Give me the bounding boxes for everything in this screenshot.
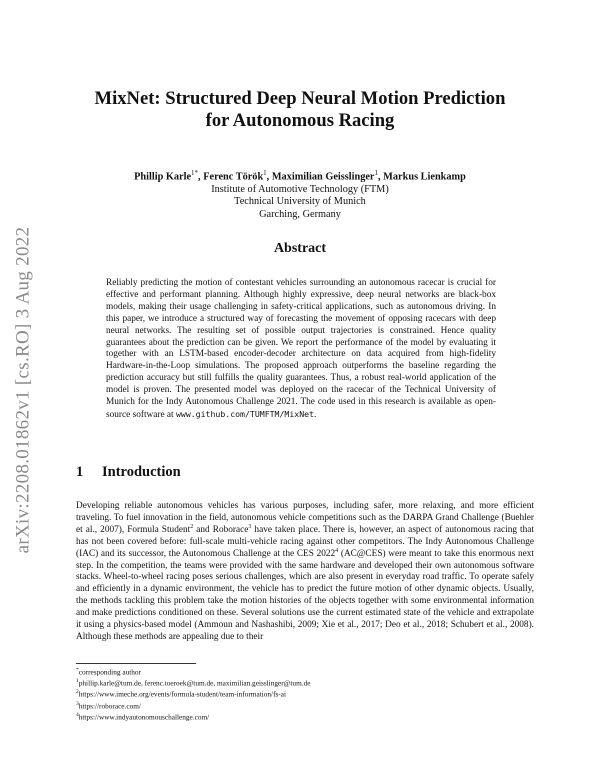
author-2: Ferenc Török [203,171,264,183]
author-3-marks: 1 [374,169,379,177]
author-block [60,167,540,221]
abstract-text: Reliably predicting the motion of contestant vehicles surrounding an autonomous racecar is crucial for effective and performant planning. Although highly expressive, deep neural networks are black-box models, making their usage challenging in safety-critical applications, such as autonomous driving. In this paper, we introduce a structured way of forecasting the movement of opposing racecars with deep neural networks. The resulting set of possible output trajectories is constrained. Hence quality guarantees about the prediction can be given. We report the performance of the model by evaluating it together with an LSTM-based encoder-decoder architecture on data acquired from high-fidelity Hardware-in-the-Loop simulations. The proposed approach outperforms the baseline regarding the prediction accuracy but still fulfills the quality guarantees. Thus, a robust real-world application of the model is proven. The presented model was deployed on the racecar of the Technical University of Munich for the Indy Autonomous Challenge 2021. The code used in this research is available as open-source software at [106,278,496,420]
code-url-link[interactable]: www.github.com/TUMFTM/MixNet [175,408,314,419]
introduction-paragraph [76,501,534,644]
footnotes [76,666,536,722]
footnote-mark: 2 [76,689,79,696]
footnote-ref-4[interactable]: 4 [335,547,339,554]
author-1: Phillip Karle [134,171,192,183]
footnote-link[interactable]: https://roborace.com/ [78,701,141,711]
footnote-link[interactable]: https://www.imeche.org/events/formula-student/team-information/fs-ai [78,689,287,699]
author-3: Maximilian Geisslinger [271,171,375,183]
author-1-marks: 1* [191,169,199,177]
footnote-item [76,688,536,699]
abstract-end: . [314,409,317,420]
affiliation-line-3: Garching, Germany [259,208,341,220]
footnote-item [76,666,536,677]
author-2-marks: 1 [263,169,267,177]
footnote-mark: * [76,667,79,673]
abstract-heading: Abstract [273,241,327,256]
footnote-item [76,700,536,711]
paper-title [60,88,540,132]
title-line-1: MixNet: Structured Deep Neural Motion Prediction [94,88,506,109]
section-heading [76,464,181,481]
intro-text-2: and Roborace [193,524,249,535]
footnote-mark: 4 [76,711,79,718]
affiliation-line-1: Institute of Automotive Technology (FTM) [211,183,389,195]
footnote-mark: 3 [76,700,79,707]
author-separator: , [266,171,272,183]
section-number: 1 [76,464,84,480]
arxiv-stamp-text: arXiv:2208.01862v1 [cs.RO] 3 Aug 2022 [12,226,33,554]
section-title: Introduction [102,464,181,480]
footnote-item [76,711,536,722]
footnote-text: corresponding author [78,667,141,677]
footnote-link[interactable]: https://www.indyautonomouschallenge.com/ [78,712,210,722]
footnote-rule [76,663,196,664]
footnote-text: phillip.karle@tum.de, ferenc.toeroek@tum.de, maximilian.geisslinger@tum.de [78,678,311,688]
intro-text-1: Developing reliable autonomous vehicles has various purposes, including safer, more relaxing, and more efficient traveling. To fuel innovation in the field, autonomous vehicle competitions such as the DARPA Grand Challenge (Buehler et al., 2007), Formula Student [76,501,534,535]
author-names [60,167,540,184]
footnote-item [76,677,536,688]
title-line-2: for Autonomous Racing [205,110,395,131]
author-separator: , [198,171,204,183]
author-4: Markus Lienkamp [383,171,466,183]
arxiv-stamp [8,210,38,570]
intro-text-4: (AC@CES) were meant to take this enormous next step. In the competition, the teams were provided with the same hardware and developed their own autonomous software stacks. Wheel-to-wheel racing poses serious challenges, which are also present in everyday road traffic. To operate safely and efficiently in a dynamic environment, the vehicle has to predict the future motion of other dynamic objects. Usually, the methods tackling this problem take the motion histories of the objects together with some environmental information and make predictions conditioned on these. Several solutions use the current estimated state of the vehicle and extrapolate it using a physics-based model (Ammoun and Nashashibi, 2009; Xie et al., 2017; Deo et al., 2018; Schubert et al., 2008). Although these methods are appealing due to their [76,548,534,642]
footnote-ref-2[interactable]: 2 [190,523,194,530]
abstract-body [106,278,496,422]
footnote-ref-3[interactable]: 3 [248,523,252,530]
affiliation-line-2: Technical University of Munich [234,196,366,208]
footnote-mark: 1 [76,678,79,685]
intro-text-3: have taken place. There is, however, an aspect of autonomous racing that has not been covered before: full-scale multi-vehicle racing against other competitors. The Indy Autonomous Challenge (IAC) and its successor, the Autonomous Challenge at the CES 2022 [76,524,534,559]
author-separator: , [378,171,384,183]
